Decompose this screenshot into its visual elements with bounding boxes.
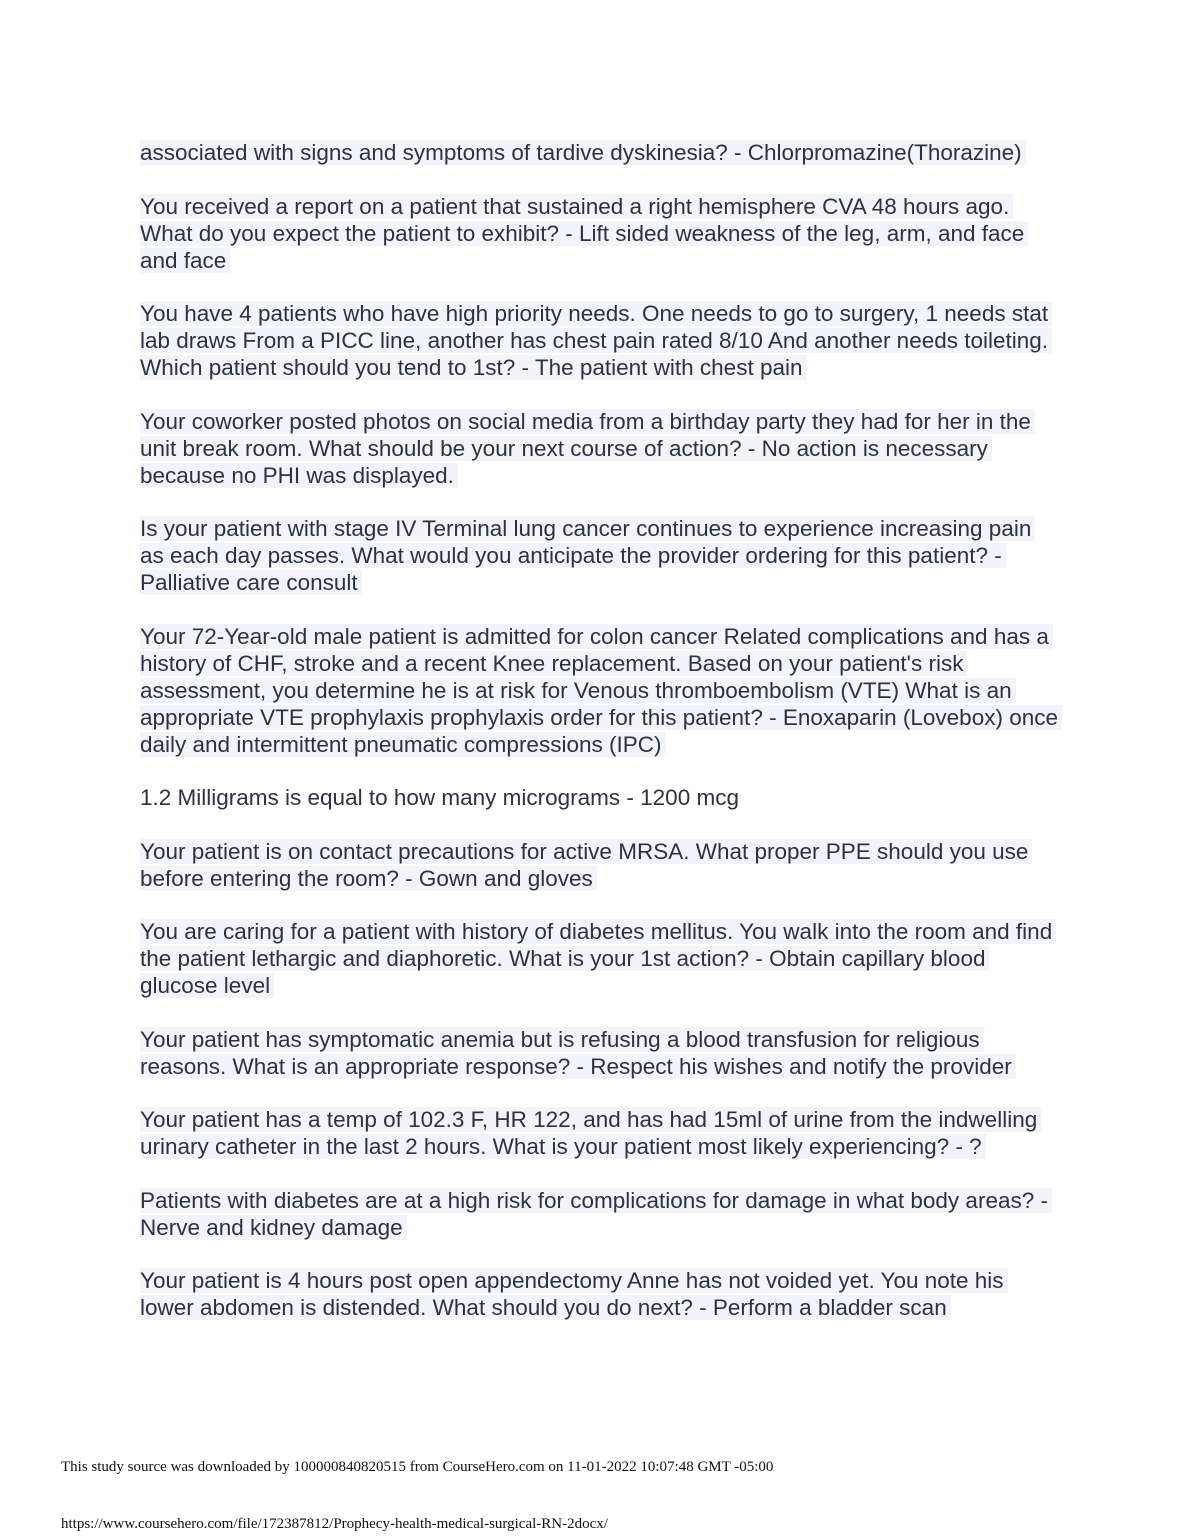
qa-item-right-cva: You received a report on a patient that sustained a right hemisphere CVA 48 hours ago. What do you expect the patient to exhibit? - Lift sided weakness of the leg, arm, and face and face: [140, 193, 1060, 274]
qa-item-mrsa-ppe: Your patient is on contact precautions for active MRSA. What proper PPE should you use before entering the room? - Gown and gloves: [140, 838, 1060, 892]
qa-item-temp-urine: Your patient has a temp of 102.3 F, HR 122, and has had 15ml of urine from the indwelling urinary catheter in the last 2 hours. What is your patient most likely experiencing? - ?: [140, 1106, 1060, 1160]
qa-item-diabetes-lethargic: You are caring for a patient with history of diabetes mellitus. You walk into the room and find the patient lethargic and diaphoretic. What is your 1st action? - Obtain capillary blood glucose level: [140, 918, 1060, 999]
source-url: https://www.coursehero.com/file/172387812/Prophecy-health-medical-surgical-RN-2docx/: [61, 1516, 608, 1532]
qa-item-appendectomy: Your patient is 4 hours post open appendectomy Anne has not voided yet. You note his lower abdomen is distended. What should you do next? - Perform a bladder scan: [140, 1267, 1060, 1321]
download-source-notice: This study source was downloaded by 100000840820515 from CourseHero.com on 11-01-2022 10:07:48 GMT -05:00: [61, 1459, 774, 1475]
qa-item-vte-prophylaxis: Your 72-Year-old male patient is admitted for colon cancer Related complications and has a history of CHF, stroke and a recent Knee replacement. Based on your patient's risk assessment, you determine he is at risk for Venous thromboembolism (VTE) What is an appropriate VTE prophylaxis prophylaxis order for this patient? - Enoxaparin (Lovebox) once daily and intermittent pneumatic compressions (IPC): [140, 623, 1060, 758]
qa-item-priority-patients: You have 4 patients who have high priority needs. One needs to go to surgery, 1 needs stat lab draws From a PICC line, another has chest pain rated 8/10 And another needs toileting. Which patient should you tend to 1st? - The patient with chest pain: [140, 300, 1060, 381]
document-body: [140, 139, 1060, 1348]
qa-item-lung-cancer: Is your patient with stage IV Terminal lung cancer continues to experience increasing pain as each day passes. What would you anticipate the provider ordering for this patient? - Palliative care consult: [140, 515, 1060, 596]
qa-item-milligrams: 1.2 Milligrams is equal to how many micrograms - 1200 mcg: [140, 785, 739, 810]
qa-item-anemia-transfusion: Your patient has symptomatic anemia but is refusing a blood transfusion for religious reasons. What is an appropriate response? - Respect his wishes and notify the provider: [140, 1026, 1060, 1080]
qa-item-diabetes-complications: Patients with diabetes are at a high risk for complications for damage in what body areas? - Nerve and kidney damage: [140, 1187, 1060, 1241]
qa-item-tardive-dyskinesia: associated with signs and symptoms of tardive dyskinesia? - Chlorpromazine(Thorazine): [140, 139, 1060, 166]
qa-item-social-media: Your coworker posted photos on social media from a birthday party they had for her in the unit break room. What should be your next course of action? - No action is necessary because no PHI was displayed.: [140, 408, 1060, 489]
